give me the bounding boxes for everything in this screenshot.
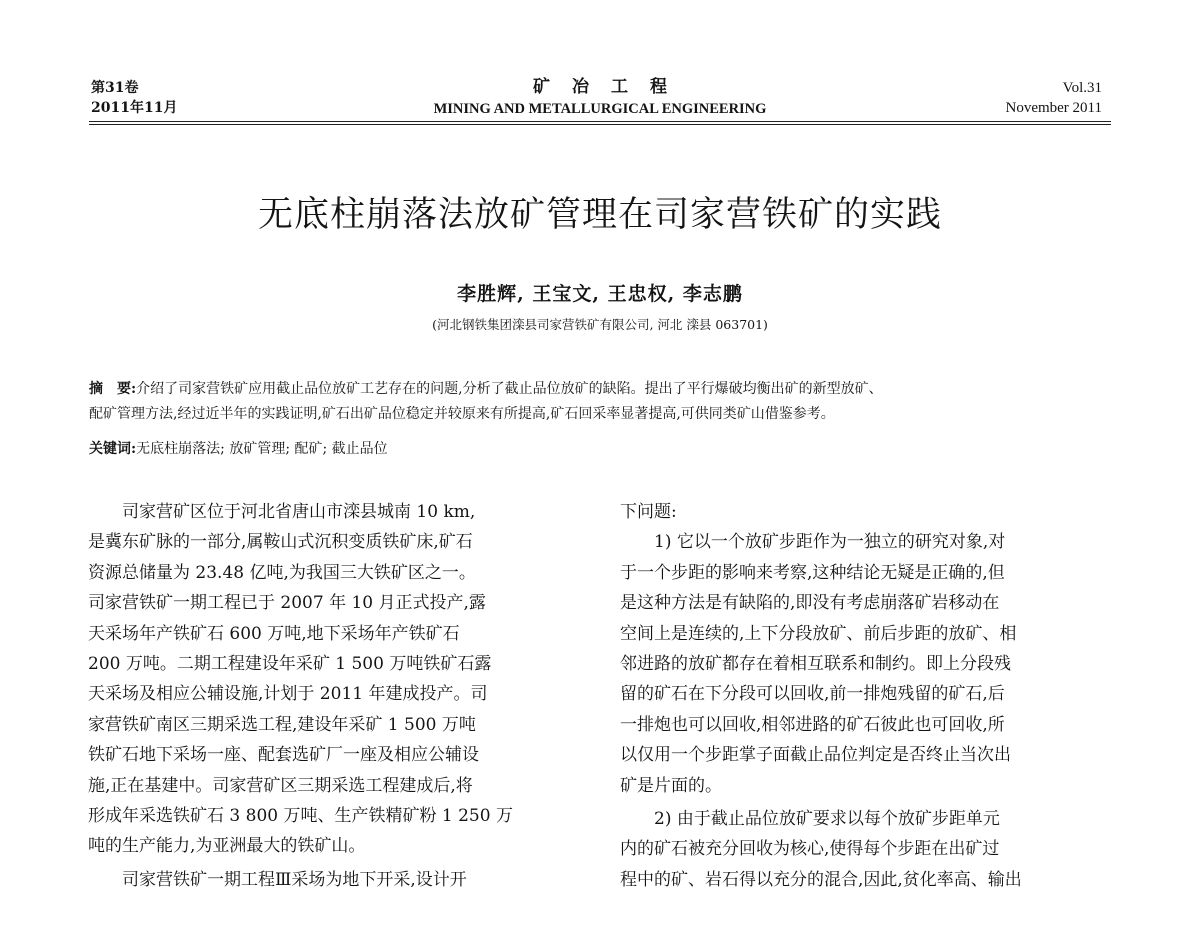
article-title: 无底柱崩落法放矿管理在司家营铁矿的实践 [257, 195, 942, 235]
abstract-line-1 [89, 377, 1119, 402]
paragraph-line: 邻进路的放矿都存在着相互联系和制约。即上分段残 [620, 653, 1011, 674]
paragraph-line: 1) 它以一个放矿步距作为一独立的研究对象,对 [654, 532, 1006, 553]
journal-name-en: MINING AND METALLURGICAL ENGINEERING [433, 101, 767, 117]
paragraph-line: 是冀东矿脉的一部分,属鞍山式沉积变质铁矿床,矿石 [88, 532, 473, 553]
paragraph-line: 矿是片面的。 [620, 775, 722, 796]
paragraph-line: 于一个步距的影响来考察,这种结论无疑是正确的,但 [620, 562, 1005, 583]
header-rule-secondary [89, 124, 1111, 125]
volume-en: Vol.31 [1062, 80, 1102, 96]
abstract-line-2: 配矿管理方法,经过近半年的实践证明,矿石出矿品位稳定并较原来有所提高,矿石回采率显著提高,可供同类矿山借鉴参考。 [89, 406, 835, 422]
paragraph-line: 程中的矿、岩石得以充分的混合,因此,贫化率高、输出 [620, 869, 1022, 890]
paragraph-line: 天采场及相应公辅设施,计划于 2011 年建成投产。司 [88, 684, 488, 705]
paragraph-line: 形成年采选铁矿石 3 800 万吨、生产铁精矿粉 1 250 万 [88, 805, 513, 826]
volume-cn: 第31卷 [91, 80, 139, 96]
body-column-right [620, 497, 1115, 895]
keywords-text: 无底柱崩落法; 放矿管理; 配矿; 截止品位 [136, 441, 388, 457]
paragraph-line: 内的矿石被充分回收为核心,使得每个步距在出矿过 [620, 839, 1000, 860]
header-right [1005, 78, 1102, 118]
paragraph-line: 家营铁矿南区三期采选工程,建设年采矿 1 500 万吨 [88, 714, 476, 735]
paragraph-line: 司家营铁矿一期工程Ⅲ采场为地下开采,设计开 [122, 869, 467, 890]
paragraph-line: 空间上是连续的,上下分段放矿、前后步距的放矿、相 [620, 623, 1017, 644]
paragraph-line: 以仅用一个步距掌子面截止品位判定是否终止当次出 [620, 745, 1011, 766]
article-authors: 李胜辉, 王宝文, 王忠权, 李志鹏 [457, 283, 743, 305]
paragraph-line: 下问题: [620, 502, 677, 522]
keywords-label: 关键词: [89, 441, 137, 457]
author-affiliation: (河北钢铁集团滦县司家营铁矿有限公司, 河北 滦县 063701) [432, 317, 768, 332]
header-rule [89, 121, 1111, 122]
paragraph-line: 司家营矿区位于河北省唐山市滦县城南 10 km, [122, 502, 476, 522]
paragraph-line: 2) 由于截止品位放矿要求以每个放矿步距单元 [654, 808, 1000, 829]
journal-name-cn: 矿冶工程 [533, 77, 689, 97]
paragraph-line: 吨的生产能力,为亚洲最大的铁矿山。 [88, 836, 366, 857]
paragraph-line: 天采场年产铁矿石 600 万吨,地下采场年产铁矿石 [88, 623, 460, 644]
body-column-left [88, 497, 583, 895]
paragraph-line: 铁矿石地下采场一座、配套选矿厂一座及相应公辅设 [88, 745, 479, 766]
date-en: November 2011 [1005, 100, 1102, 116]
date-cn: 2011年11月 [91, 100, 178, 116]
paragraph-line: 司家营铁矿一期工程已于 2007 年 10 月正式投产,露 [88, 593, 486, 614]
paragraph-line: 200 万吨。二期工程建设年采矿 1 500 万吨铁矿石露 [88, 653, 492, 674]
keywords [89, 437, 1119, 462]
abstract-label: 摘 要: [89, 381, 137, 397]
abstract [89, 377, 1119, 427]
paragraph-line: 资源总储量为 23.48 亿吨,为我国三大铁矿区之一。 [88, 562, 476, 583]
paragraph-line: 一排炮也可以回收,相邻进路的矿石彼此也可回收,所 [620, 714, 1005, 735]
paragraph-line: 是这种方法是有缺陷的,即没有考虑崩落矿岩移动在 [620, 593, 1000, 614]
paragraph-line: 施,正在基建中。司家营矿区三期采选工程建成后,将 [88, 775, 473, 796]
paragraph-line: 留的矿石在下分段可以回收,前一排炮残留的矿石,后 [620, 684, 1005, 705]
abstract-text-1: 介绍了司家营铁矿应用截止品位放矿工艺存在的问题,分析了截止品位放矿的缺陷。提出了平行爆破均衡出矿的新型放矿、 [136, 381, 883, 397]
